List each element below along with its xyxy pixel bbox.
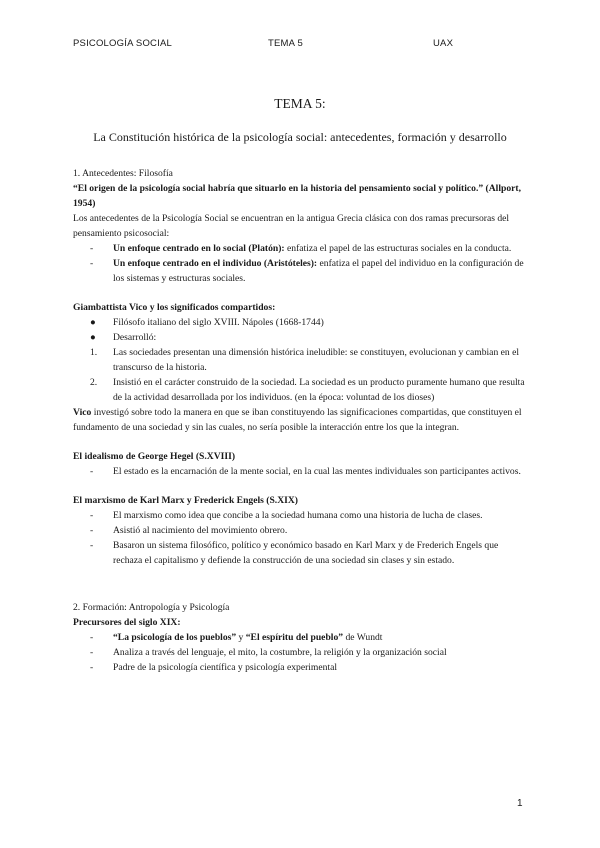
document-body [73,166,528,675]
page-title: TEMA 5: [274,96,326,111]
list-item: 2. Insistió en el carácter construido de la sociedad. La sociedad es un producto puramente humano que resulta de la actividad desarrollada por los individuos. (en la época: voluntad de los dioses) [90,377,525,403]
list-item: ● Desarrolló: [90,332,157,343]
page-subtitle: La Constitución histórica de la psicología social: antecedentes, formación y desarrollo [93,130,507,144]
section2-subheading: Precursores del siglo XIX: [73,617,181,628]
list-item: - El marxismo como idea que concibe a la sociedad humana como una historia de lucha de clases. [90,510,483,521]
list-item: - Un enfoque centrado en lo social (Platón): enfatiza el papel de las estructuras sociales en la conducta. [90,243,512,254]
list-item: ● Filósofo italiano del siglo XVIII. Nápoles (1668-1744) [90,317,324,328]
vico-closing: Vico investigó sobre todo la manera en que se iban constituyendo las significaciones compartidas, que constituyen el fundamento de una sociedad y sin las cuales, no sería posible la interacción entre los que la integran. [73,407,522,433]
section1-list [73,241,528,286]
marx-heading: El marxismo de Karl Marx y Frederick Engels (S.XIX) [73,495,298,506]
header-topic: TEMA 5 [268,38,303,49]
list-item: - Asistió al nacimiento del movimiento obrero. [90,525,288,536]
list-item: - Un enfoque centrado en el individuo (Aristóteles): enfatiza el papel del individuo en la configuración de los sistemas y estructuras sociales. [90,258,524,284]
hegel-list [73,464,528,479]
section1-intro: Los antecedentes de la Psicología Social se encuentran en la antigua Grecia clásica con dos ramas precursoras del pensamiento psicosocial: [73,213,510,239]
list-item: - Basaron un sistema filosófico, político y económico basado en Karl Marx y de Frederich Engels que rechaza el capitalismo y defiende la construcción de una sociedad sin clases y sin estado. [90,540,499,566]
page-number: 1 [517,798,523,809]
vico-bullets [73,315,528,345]
section2-list [73,630,528,675]
list-item: - El estado es la encarnación de la mente social, en la cual las mentes individuales son participantes activos. [90,466,521,477]
vico-heading: Giambattista Vico y los significados compartidos: [73,302,276,313]
header-university: UAX [433,38,454,49]
list-item: - “La psicología de los pueblos” y “El espíritu del pueblo” de Wundt [90,632,383,643]
marx-list [73,508,528,568]
list-item: 1. Las sociedades presentan una dimensión histórica ineludible: se constituyen, evolucionan y cambian en el transcurso de la historia. [90,347,520,373]
list-item: - Analiza a través del lenguaje, el mito, la costumbre, la religión y la organización social [90,647,447,658]
section2-heading: 2. Formación: Antropología y Psicología [73,602,230,613]
vico-numbered-list [73,345,528,405]
list-item: - Padre de la psicología científica y psicología experimental [90,662,338,673]
hegel-heading: El idealismo de George Hegel (S.XVIII) [73,451,236,462]
section1-quote: “El origen de la psicología social habría que situarlo en la historia del pensamiento social y político.” (Allport, 1954) [73,183,521,209]
section1-heading: 1. Antecedentes: Filosofía [73,168,173,179]
header-course: PSICOLOGÍA SOCIAL [73,38,172,49]
page-header [0,38,600,52]
